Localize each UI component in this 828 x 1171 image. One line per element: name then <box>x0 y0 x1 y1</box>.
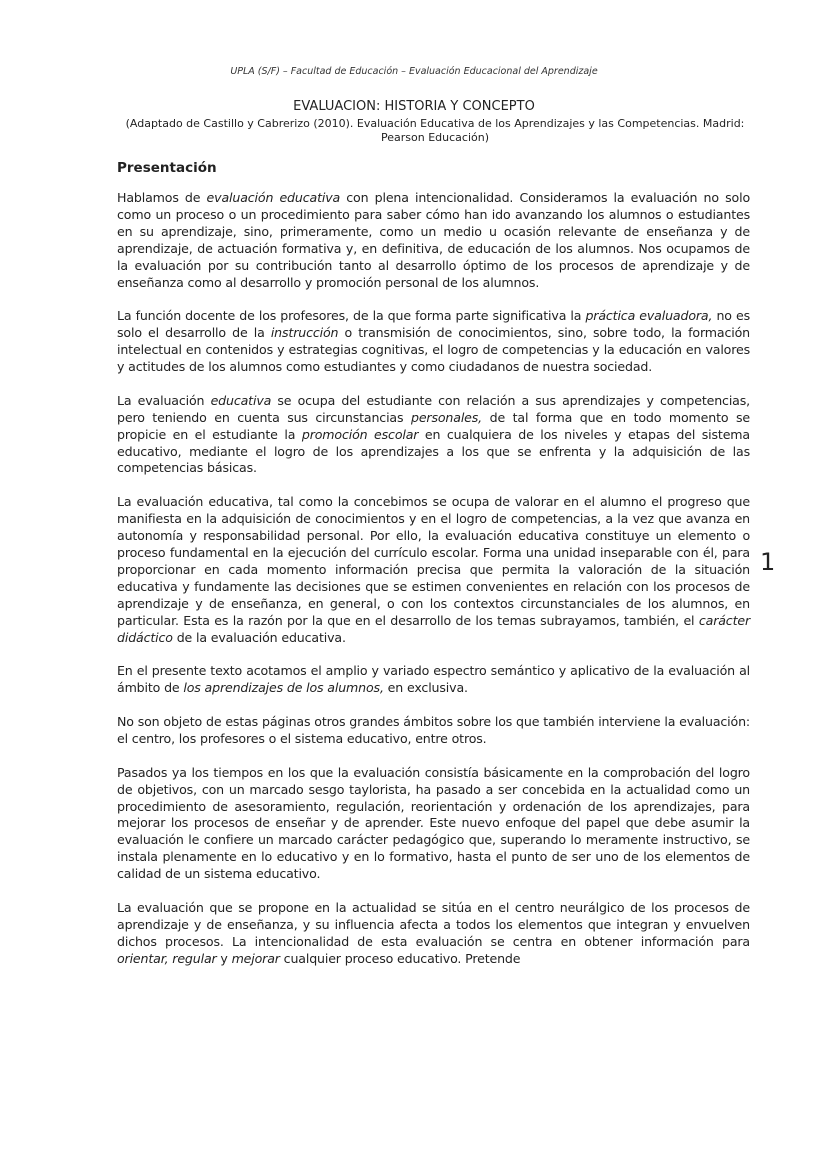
text-segment: en cualquiera de los niveles y etapas del sistema educativo, mediante el logro de los aprendizajes a los que se enfrenta y la adquisición de las competencias básicas. <box>117 426 750 476</box>
document-subtitle: (Adaptado de Castillo y Cabrerizo (2010). Evaluación Educativa de los Aprendizajes y las Competencias. Madrid: Pearson Educación) <box>125 117 745 144</box>
text-segment: y <box>216 950 232 966</box>
italic-text: instrucción <box>270 325 339 341</box>
text-segment: La evaluación <box>117 392 211 408</box>
text-segment: o transmisión de conocimientos, sino, sobre todo, la formación intelectual en contenidos y estrategias cognitivas, el logro de competencias y la educación en valores y actitudes de los alumnos como estudiantes y como ciudadanos de nuestra sociedad. <box>117 325 750 375</box>
text-segment: No son objeto de estas páginas otros grandes ámbitos sobre los que también interviene la evaluación: el centro, los profesores o el sistema educativo, entre otros. <box>117 714 750 746</box>
italic-text: evaluación educativa <box>206 190 341 205</box>
text-segment: La función docente de los profesores, de la que forma parte significativa la <box>117 308 586 324</box>
text-segment: con plena intencionalidad. Consideramos la evaluación no solo como un proceso o un procedimiento para saber cómo han ido avanzando los alumnos o estudiantes en su aprendizaje, sino, primeramente, como un medio u ocasión relevante de enseñanza y de aprendizaje, de actuación formativa y, en definitiva, de educación de los alumnos. Nos ocupamos de la evaluación por su contribución tanto al desarrollo óptimo de los procesos de aprendizaje y de enseñanza como al desarrollo y promoción personal de los alumnos. <box>117 190 751 290</box>
italic-text: educativa <box>210 392 272 408</box>
section-heading: Presentación <box>117 160 217 176</box>
text-segment: Pasados ya los tiempos en los que la evaluación consistía básicamente en la comprobación del logro de objetivos, con un marcado sesgo taylorista, ha pasado a ser concebida en la actualidad como un procedimiento de asesoramiento, regulación, reorientación y ordenación de los aprendizajes, para mejorar los procesos de enseñar y de aprender. Este nuevo enfoque del papel que debe asumir la evaluación le confiere un marcado carácter pedagógico que, superando lo meramente instructivo, se instala plenamente en lo educativo y en lo formativo, hasta el punto de ser uno de los elementos de calidad de un sistema educativo. <box>117 764 750 882</box>
paragraph <box>117 190 750 291</box>
italic-text: carácter didáctico <box>117 612 750 645</box>
paragraph <box>117 714 750 748</box>
text-segment: en exclusiva. <box>383 680 468 696</box>
text-segment: de tal forma que en todo momento se propicie en el estudiante la <box>117 409 750 442</box>
text-segment: La evaluación educativa, tal como la concebimos se ocupa de valorar en el alumno el progreso que manifiesta en la adquisición de conocimientos y en el logro de competencias, a la vez que avanza en autonomía y responsabilidad personal. Por ello, la evaluación educativa constituye un elemento o proceso fundamental en la ejecución del currículo escolar. Forma una unidad inseparable con él, para proporcionar en cada momento información precisa que permita la valoración de la situación educativa y fundamente las decisiones que se estimen convenientes en relación con los procesos de aprendizaje y de enseñanza, en general, o con los contextos circunstanciales de los alumnos, en particular. Esta es la razón por la que en el desarrollo de los temas subrayamos, también, el <box>117 494 750 628</box>
document-body <box>117 190 750 984</box>
italic-text: los aprendizajes de los alumnos, <box>183 680 384 696</box>
document-title: EVALUACION: HISTORIA Y CONCEPTO <box>293 99 535 114</box>
paragraph <box>117 494 750 646</box>
italic-text: orientar, regular <box>117 950 217 966</box>
paragraph <box>117 900 750 968</box>
italic-text: promoción escolar <box>301 426 419 442</box>
text-segment: En el presente texto acotamos el amplio y variado espectro semántico y aplicativo de la evaluación al ámbito de <box>117 663 750 696</box>
text-segment: cualquier proceso educativo. Pretende <box>279 950 521 966</box>
paragraph <box>117 308 750 376</box>
text-segment: se ocupa del estudiante con relación a sus aprendizajes y competencias, pero teniendo en cuenta sus circunstancias <box>117 392 751 425</box>
paragraph <box>117 393 750 478</box>
italic-text: práctica evaluadora, <box>585 308 713 324</box>
text-segment: La evaluación que se propone en la actualidad se sitúa en el centro neurálgico de los procesos de aprendizaje y de enseñanza, y su influencia afecta a todos los elementos que integran y envuelven dichos procesos. La intencionalidad de esta evaluación se centra en obtener información para <box>117 899 750 949</box>
text-segment: Hablamos de <box>117 190 207 205</box>
running-header: UPLA (S/F) – Facultad de Educación – Evaluación Educacional del Aprendizaje <box>230 66 598 77</box>
italic-text: personales, <box>410 409 483 425</box>
paragraph <box>117 663 750 697</box>
paragraph <box>117 765 750 883</box>
text-segment: de la evaluación educativa. <box>172 629 346 645</box>
italic-text: mejorar <box>231 950 280 966</box>
text-segment: no es solo el desarrollo de la <box>117 308 751 341</box>
page-number: 1 <box>760 548 776 576</box>
